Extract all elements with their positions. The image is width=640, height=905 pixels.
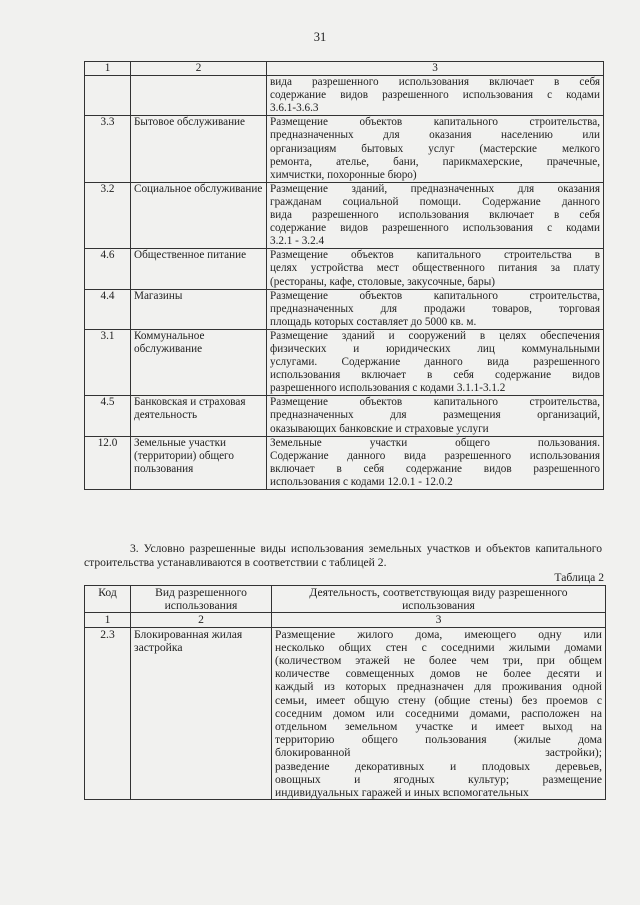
description-line: использования включает в себя содержание видов bbox=[270, 369, 600, 382]
page-number: 31 bbox=[313, 30, 327, 44]
description-line: (количеством этажей не более чем три, при общем bbox=[275, 654, 602, 668]
description-line: каждый из которых предназначен для проживания одной bbox=[275, 680, 602, 694]
row-name bbox=[131, 76, 267, 116]
table-row bbox=[85, 329, 604, 395]
description-line: гражданам социальной помощи. Содержание данного bbox=[270, 195, 600, 208]
description-line: территорию общего пользования (жилые дома bbox=[275, 733, 602, 747]
row-description bbox=[267, 76, 604, 116]
row-code: 2.3 bbox=[85, 627, 131, 800]
description-line: отдельном земельном участке и имеет выход на bbox=[275, 720, 602, 734]
row-code: 4.4 bbox=[85, 289, 131, 329]
header-cell: 3 bbox=[267, 62, 604, 76]
row-code: 3.1 bbox=[85, 329, 131, 395]
description-line: оказывающих банковские и страховые услуги bbox=[270, 422, 489, 435]
row-description bbox=[267, 396, 604, 436]
description-line: соседним домом или соседними домами, расположен на bbox=[275, 706, 602, 720]
row-code: 4.6 bbox=[85, 249, 131, 289]
description-line: овощных и ягодных культур; размещение bbox=[275, 772, 602, 786]
description-line: включает в себя содержание видов разрешенного bbox=[270, 462, 600, 475]
row-name: Социальное обслуживание bbox=[131, 182, 267, 248]
number-cell: 3 bbox=[272, 613, 606, 627]
header-cell: 1 bbox=[85, 62, 131, 76]
row-code: 4.5 bbox=[85, 396, 131, 436]
row-name: Магазины bbox=[131, 289, 267, 329]
table-caption: Таблица 2 bbox=[554, 571, 604, 584]
number-cell: 1 bbox=[85, 613, 131, 627]
row-description bbox=[267, 436, 604, 489]
description-line: ремонта, ателье, бани, парикмахерские, прачечные, bbox=[270, 155, 600, 168]
row-description bbox=[267, 329, 604, 395]
table-row bbox=[85, 182, 604, 248]
description-line: содержание видов разрешенного использования с кодами bbox=[270, 222, 600, 235]
table-row bbox=[85, 116, 604, 182]
description-line: Земельные участки общего пользования. bbox=[270, 436, 600, 449]
description-line: предназначенных для размещения организаций, bbox=[270, 409, 600, 422]
header-cell: 2 bbox=[131, 62, 267, 76]
row-code: 3.3 bbox=[85, 116, 131, 182]
table-row bbox=[85, 289, 604, 329]
description-line: Размещение жилого дома, имеющего одну или bbox=[275, 627, 602, 641]
table-row bbox=[85, 249, 604, 289]
description-line: физических и юридических лиц коммунальными bbox=[270, 342, 600, 355]
row-description bbox=[267, 116, 604, 182]
row-description bbox=[267, 289, 604, 329]
description-line: семьи, имеет общую стену (общие стены) без проемов с bbox=[275, 693, 602, 707]
description-line: Размещение зданий и сооружений в целях обеспечения bbox=[270, 329, 600, 342]
row-code: 12.0 bbox=[85, 436, 131, 489]
table-header-row bbox=[85, 586, 606, 613]
description-line: блокированной застройки); bbox=[275, 746, 602, 760]
row-name: Блокированная жилая застройка bbox=[131, 627, 272, 800]
table-header-row bbox=[85, 62, 604, 76]
row-code bbox=[85, 76, 131, 116]
table-number-row bbox=[85, 613, 606, 627]
description-line: вида разрешенного использования включает в себя bbox=[270, 76, 600, 89]
table-row bbox=[85, 76, 604, 116]
description-line: Размещение объектов капитального строительства, bbox=[270, 116, 600, 129]
row-name: Бытовое обслуживание bbox=[131, 116, 267, 182]
description-line: предназначенных для оказания населению или bbox=[270, 129, 600, 142]
paragraph-3: 3. Условно разрешенные виды использования земельных участков и объектов капитального строительства устанавливаются в соответствии с таблицей 2. bbox=[84, 542, 602, 569]
description-line: услугами. Содержание данного вида разрешенного bbox=[270, 356, 600, 369]
description-line: химчистки, похоронные бюро) bbox=[270, 168, 417, 181]
description-line: Размещение зданий, предназначенных для оказания bbox=[270, 182, 600, 195]
description-line: целях устройства мест общественного питания за плату bbox=[270, 262, 600, 275]
number-cell: 2 bbox=[131, 613, 272, 627]
row-code: 3.2 bbox=[85, 182, 131, 248]
description-line: Содержание данного вида разрешенного использования bbox=[270, 449, 600, 462]
row-description bbox=[267, 182, 604, 248]
description-line: 3.6.1-3.6.3 bbox=[270, 102, 319, 115]
description-line: площадь которых составляет до 5000 кв. м. bbox=[270, 315, 477, 328]
description-line: разведение декоративных и плодовых деревьев, bbox=[275, 759, 602, 773]
description-line: Размещение объектов капитального строительства, bbox=[270, 396, 600, 409]
row-description bbox=[272, 627, 606, 800]
land-use-table-1 bbox=[84, 61, 604, 490]
description-line: количестве совмещенных домов не более десяти и bbox=[275, 667, 602, 681]
row-description bbox=[267, 249, 604, 289]
description-line: вида разрешенного использования включает в себя bbox=[270, 209, 600, 222]
table-row bbox=[85, 396, 604, 436]
header-activity: Деятельность, соответствующая виду разрешенного использования bbox=[272, 586, 606, 613]
table-row bbox=[85, 627, 606, 800]
description-line: индивидуальных гаражей и иных вспомогательных bbox=[275, 786, 529, 800]
row-name: Общественное питание bbox=[131, 249, 267, 289]
description-line: организациям бытовых услуг (мастерские мелкого bbox=[270, 142, 600, 155]
description-line: несколько общих стен с соседними жилыми домами bbox=[275, 640, 602, 654]
description-line: (рестораны, кафе, столовые, закусочные, бары) bbox=[270, 275, 495, 288]
description-line: Размещение объектов капитального строительства, bbox=[270, 289, 600, 302]
header-code: Код bbox=[85, 586, 131, 613]
description-line: предназначенных для продажи товаров, торговая bbox=[270, 302, 600, 315]
row-name: Земельные участки (территории) общего пользования bbox=[131, 436, 267, 489]
table-row bbox=[85, 436, 604, 489]
description-line: использования с кодами 12.0.1 - 12.0.2 bbox=[270, 475, 453, 488]
row-name: Банковская и страховая деятельность bbox=[131, 396, 267, 436]
description-line: 3.2.1 - 3.2.4 bbox=[270, 235, 325, 248]
row-name: Коммунальное обслуживание bbox=[131, 329, 267, 395]
header-type: Вид разрешенного использования bbox=[131, 586, 272, 613]
description-line: разрешенного использования с кодами 3.1.1-3.1.2 bbox=[270, 382, 506, 395]
description-line: Размещение объектов капитального строительства в bbox=[270, 249, 600, 262]
description-line: содержание видов разрешенного использования с кодами bbox=[270, 89, 600, 102]
land-use-table-2 bbox=[84, 585, 606, 800]
